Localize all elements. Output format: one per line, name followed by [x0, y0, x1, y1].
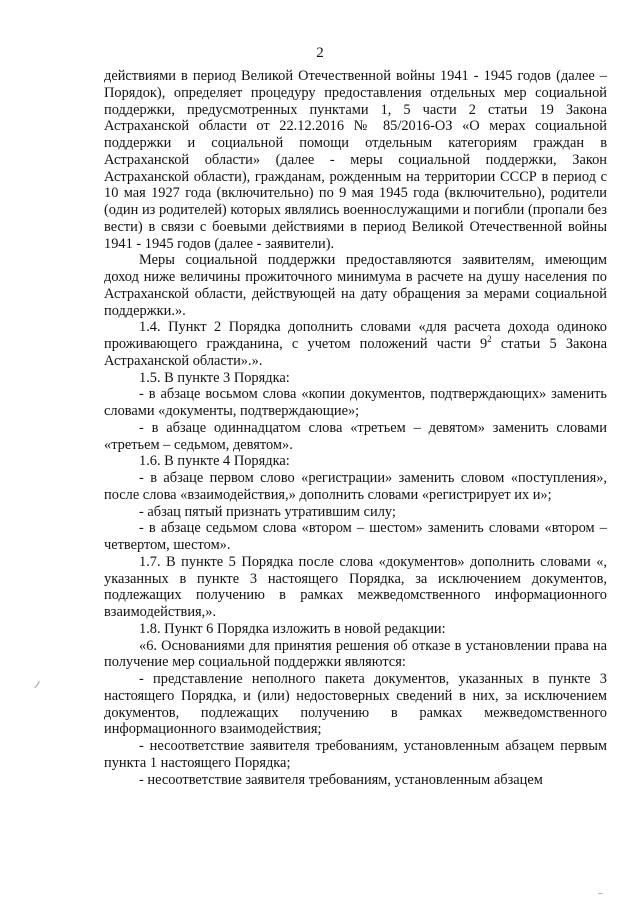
scan-mark — [35, 681, 47, 693]
list-item: - в абзаце одиннадцатом слова «третьем – девятом» заменить словами «третьем – седьмом, девятом». — [104, 419, 607, 453]
document-body — [104, 68, 607, 788]
paragraph-1-6: 1.6. В пункте 4 Порядка: — [139, 453, 290, 470]
page-number: 2 — [316, 45, 324, 61]
paragraph-point-6: «6. Основаниями для принятия решения об отказе в установлении права на получение мер социальной поддержки являются: — [104, 637, 607, 671]
paragraph-1-4-text-end: статьи 5 Закона Астраханской области».». — [104, 336, 607, 369]
paragraph-1-4-text: 1.4. Пункт 2 Порядка дополнить словами «для расчета дохода одиноко проживающего гражданина, с учетом положений части 9 — [104, 319, 607, 352]
list-item: - в абзаце первом слово «регистрации» заменить словом «поступления», после слова «взаимодействия,» дополнить словами «регистрирует их и»; — [104, 470, 607, 503]
paragraph-1-7: 1.7. В пункте 5 Порядка после слова «документов» дополнить словами «, указанных в пункте 3 настоящего Порядка, за исключением документов, подлежащих получению в рамках межведомственного информационного взаимодействия,». — [104, 553, 607, 620]
list-item: - в абзаце седьмом слова «втором – шестом» заменить словами «втором – четвертом, шестом». — [104, 520, 607, 553]
list-item: - абзац пятый признать утратившим силу; — [139, 503, 396, 520]
list-item: - несоответствие заявителя требованиям, установленным абзацем — [139, 771, 543, 788]
paragraph-measures: Меры социальной поддержки предоставляются заявителям, имеющим доход ниже величины прожиточного минимума в расчете на душу населения по Астраханской области, действующей на дату обращения за мерами социальной поддержки.». — [104, 252, 607, 319]
list-item: - представление неполного пакета документов, указанных в пункте 3 настоящего Порядка, и (или) недостоверных сведений в них, за исключением документов, подлежащих получению в рамках межведомственного информационного взаимодействия; — [104, 671, 607, 738]
list-item: - в абзаце восьмом слова «копии документов, подтверждающих» заменить словами «документы, подтверждающие»; — [104, 386, 607, 419]
paragraph-1-8: 1.8. Пункт 6 Порядка изложить в новой редакции: — [139, 620, 446, 637]
paragraph-1-4 — [104, 319, 607, 369]
scan-mark — [598, 893, 603, 894]
list-item: - несоответствие заявителя требованиям, установленным абзацем первым пункта 1 настоящего Порядка; — [104, 738, 607, 771]
paragraph-1-5: 1.5. В пункте 3 Порядка: — [139, 369, 290, 386]
paragraph-continuation: действиями в период Великой Отечественной войны 1941 - 1945 годов (далее – Порядок), определяет процедуру предоставления отдельных мер социальной поддержки, предусмотренных пунктами 1, 5 части 2 статьи 19 Закона Астраханской области от 22.12.2016 № 85/2016-ОЗ «О мерах социальной поддержки и социальной помощи отдельным категориям граждан в Астраханской области» (далее - меры социальной поддержки, Закон Астраханской области), гражданам, рожденным на территории СССР в период с 10 мая 1927 года (включительно) по 9 мая 1945 года (включительно), родители (один из родителей) которых являлись военнослужащими и погибли (пропали без вести) в связи с боевыми действиями в период Великой Отечественной войны 1941 - 1945 годов (далее - заявители). — [104, 68, 607, 252]
superscript: 2 — [487, 334, 492, 345]
